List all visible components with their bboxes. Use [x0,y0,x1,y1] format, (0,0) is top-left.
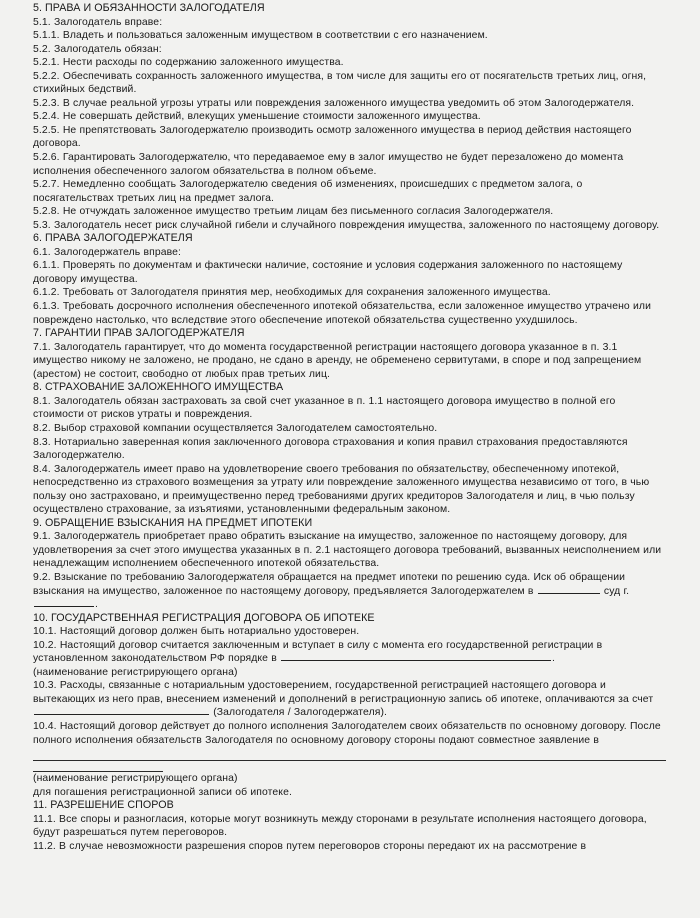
section-8-heading: 8. СТРАХОВАНИЕ ЗАЛОЖЕННОГО ИМУЩЕСТВА [33,381,284,394]
fill-in-blank[interactable] [538,585,600,593]
text-run: 9.2. Взыскание по требованию Залогодержателя обращается на предмет ипотеки по решению суда. Иск об обращении взыскания на имущество, заложенное по настоящему договору, предъявляется Залогодержателем в [33,571,626,597]
clause-10-4-tail: для погашения регистрационной записи об ипотеке. [33,786,292,798]
section-5-heading: 5. ПРАВА И ОБЯЗАННОСТИ ЗАЛОГОДАТЕЛЯ [33,2,265,14]
clause-5-2: 5.2. Залогодатель обязан: [33,43,162,55]
fill-in-blank[interactable] [34,707,209,715]
caption-registering-authority-1: (наименование регистрирующего органа) [33,666,238,678]
document-body [33,2,666,853]
section-11-heading: 11. РАЗРЕШЕНИЕ СПОРОВ [33,799,174,812]
text-run: 10.3. Расходы, связанные с нотариальным удостоверением, государственной регистрацией настоящего договора и вытекающих из него прав, внесением изменений и дополнений в регистрационную запись об ипотеке, оплачиваются за счет [33,680,654,705]
section-7-heading: 7. ГАРАНТИИ ПРАВ ЗАЛОГОДЕРЖАТЕЛЯ [33,327,245,340]
clause-5-2-2: 5.2.2. Обеспечивать сохранность заложенного имущества, в том числе для защиты его от посягательств третьих лиц, огня, стихийных бедствий. [33,70,647,96]
clause-7-1: 7.1. Залогодатель гарантирует, что до момента государственной регистрации настоящего договора указанное в п. 3.1 имущество никому не заложено, не продано, не сдано в аренду, не обременено сервитутами, в споре и под запрещением (арестом) не состоит, свободно от любых прав третьих лиц. [33,341,642,380]
clause-11-1: 11.1. Все споры и разногласия, которые могут возникнуть между сторонами в результате исполнения настоящего договора, будут разрешаться путем переговоров. [33,813,647,839]
clause-8-3: 8.3. Нотариально заверенная копия заключенного договора страхования и копия правил страхования предоставляются Залогодержателю. [33,436,628,462]
clause-10-1: 10.1. Настоящий договор должен быть нотариально удостоверен. [33,626,360,638]
clause-5-2-7: 5.2.7. Немедленно сообщать Залогодержателю сведения об изменениях, происшедших с предметом залога, о посягательствах третьих лиц на предмет залога. [33,179,583,204]
clause-6-1-2: 6.1.2. Требовать от Залогодателя принятия мер, необходимых для сохранения заложенного имущества. [33,287,551,299]
clause-5-1: 5.1. Залогодатель вправе: [33,16,163,28]
clause-6-1-1: 6.1.1. Проверять по документам и фактически наличие, состояние и условия содержания заложенного по настоящему договору имущества. [33,260,623,285]
clause-5-1-1: 5.1.1. Владеть и пользоваться заложенным имуществом в соответствии с его назначением. [33,30,488,42]
clause-6-1: 6.1. Залогодержатель вправе: [33,246,182,258]
text-run: . [95,599,98,611]
clause-5-2-1: 5.2.1. Нести расходы по содержанию заложенного имущества. [33,57,344,69]
fill-in-blank[interactable] [281,653,551,661]
clause-10-2 [33,639,666,666]
clause-10-3 [33,679,666,720]
signature-gap [33,747,666,760]
clause-10-4: 10.4. Настоящий договор действует до полного исполнения Залогодателем своих обязательств по основному договору. После полного исполнения обязательств Залогодателя по основному договору стороны подают совместное заявление в [33,720,661,746]
clause-5-2-6: 5.2.6. Гарантировать Залогодержателю, что передаваемое ему в залог имущество не будет перезаложено до момента исполнения обеспеченного залогом обязательства в полном объеме. [33,152,624,177]
caption-registering-authority-2: (наименование регистрирующего органа) [33,773,238,785]
clause-5-3: 5.3. Залогодатель несет риск случайной гибели и случайного повреждения имущества, заложенного по настоящему договору. [33,219,660,231]
clause-9-1: 9.1. Залогодержатель приобретает право обратить взыскание на имущество, заложенное по настоящему договору, для удовлетворения за счет этого имущества указанных в п. 2.1 настоящего договора требований, вызванных неисполнением или ненадлежащим исполнением обеспеченного ипотекой обязательства. [33,531,662,570]
section-10-heading: 10. ГОСУДАРСТВЕННАЯ РЕГИСТРАЦИЯ ДОГОВОРА ОБ ИПОТЕКЕ [33,611,375,624]
text-run: 10.2. Настоящий договор считается заключенным и вступает в силу с момента его государственной регистрации в установленном законодательством РФ порядке в [33,639,603,665]
clause-5-2-5: 5.2.5. Не препятствовать Залогодержателю производить осмотр заложенного имущества в период действия настоящего договора. [33,124,632,150]
rule-gap [33,761,666,771]
clause-9-2 [33,571,666,612]
clause-5-2-4: 5.2.4. Не совершать действий, влекущих уменьшение стоимости заложенного имущества. [33,111,481,123]
section-9-heading: 9. ОБРАЩЕНИЕ ВЗЫСКАНИЯ НА ПРЕДМЕТ ИПОТЕКИ [33,516,313,529]
clause-8-1: 8.1. Залогодатель обязан застраховать за свой счет указанное в п. 1.1 настоящего договора имущество в полной его стоимости от рисков утраты и повреждения. [33,395,616,421]
section-6-heading: 6. ПРАВА ЗАЛОГОДЕРЖАТЕЛЯ [33,232,193,245]
text-run: . [552,653,556,665]
clause-8-2: 8.2. Выбор страховой компании осуществляется Залогодателем самостоятельно. [33,422,438,434]
text-run: суд г. [600,585,630,597]
clause-5-2-3: 5.2.3. В случае реальной угрозы утраты или повреждения заложенного имущества уведомить об этом Залогодержателя. [33,97,635,109]
clause-6-1-3: 6.1.3. Требовать досрочного исполнения обеспеченного ипотекой обязательства, если заложенное имущество утрачено или повреждено настолько, что вследствие этого обеспечение ипотекой обязательства существенно ухудшилось. [33,301,651,326]
clause-11-2: 11.2. В случае невозможности разрешения споров путем переговоров стороны передают их на рассмотрение в [33,840,587,852]
fill-in-blank[interactable] [34,599,94,607]
clause-8-4: 8.4. Залогодержатель имеет право на удовлетворение своего требования по обязательству, обеспеченному ипотекой, непосредственно из страхового возмещения за утрату или повреждение заложенного имущества независимо от того, в чью пользу оно застраховано, и преимущественно перед требованиями других кредиторов Залогодателя и лиц, в чью пользу осуществлено страхование, за изъятиями, установленными федеральным законом. [33,463,650,516]
clause-5-2-8: 5.2.8. Не отчуждать заложенное имущество третьим лицам без письменного согласия Залогодержателя. [33,206,554,218]
text-run: (Залогодателя / Залогодержателя). [210,707,388,719]
